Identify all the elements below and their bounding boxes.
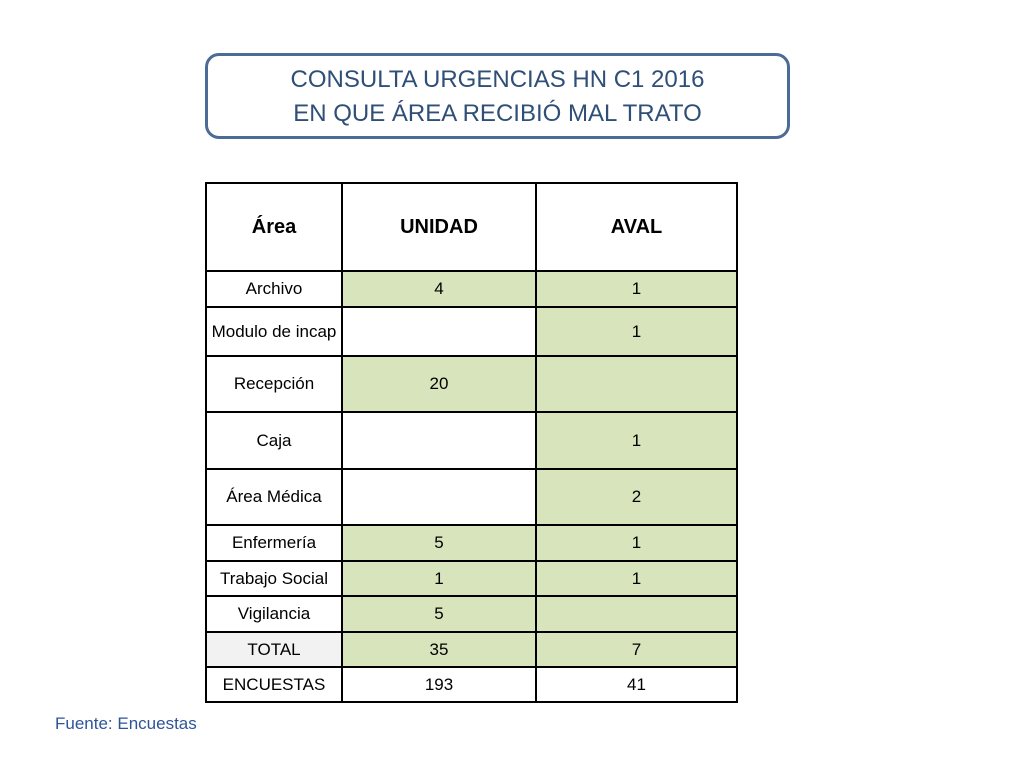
data-table [205,182,738,703]
title-line-1: CONSULTA URGENCIAS HN C1 2016 [290,66,705,93]
cell-area: Modulo de incap [206,307,342,356]
table-row [206,412,737,469]
table-row [206,525,737,561]
cell-unidad [342,412,536,469]
cell-unidad [342,307,536,356]
cell-area: Caja [206,412,342,469]
cell-unidad: 35 [342,632,536,667]
table-row [206,469,737,525]
cell-aval: 2 [536,469,737,525]
header-unidad: UNIDAD [342,183,536,271]
cell-unidad [342,469,536,525]
cell-unidad: 193 [342,667,536,702]
table-row [206,596,737,632]
cell-aval: 1 [536,561,737,596]
cell-unidad: 1 [342,561,536,596]
cell-unidad: 4 [342,271,536,307]
cell-area: Área Médica [206,469,342,525]
cell-aval [536,596,737,632]
title-box [205,53,790,139]
cell-aval: 1 [536,525,737,561]
cell-aval: 1 [536,412,737,469]
cell-area: TOTAL [206,632,342,667]
cell-aval: 7 [536,632,737,667]
header-aval: AVAL [536,183,737,271]
table-row [206,356,737,412]
table-row [206,271,737,307]
cell-unidad: 20 [342,356,536,412]
cell-area: Archivo [206,271,342,307]
cell-unidad: 5 [342,525,536,561]
cell-area: Enfermería [206,525,342,561]
cell-aval: 41 [536,667,737,702]
cell-area: ENCUESTAS [206,667,342,702]
table-row-total [206,632,737,667]
source-note: Fuente: Encuestas [55,714,197,733]
cell-aval [536,356,737,412]
cell-unidad: 5 [342,596,536,632]
table-row [206,561,737,596]
title-line-2: EN QUE ÁREA RECIBIÓ MAL TRATO [293,100,702,127]
table-header-row [206,183,737,271]
table-row-encuestas [206,667,737,702]
cell-aval: 1 [536,271,737,307]
header-area: Área [206,183,342,271]
cell-area: Trabajo Social [206,561,342,596]
cell-aval: 1 [536,307,737,356]
cell-area: Vigilancia [206,596,342,632]
table-row [206,307,737,356]
cell-area: Recepción [206,356,342,412]
